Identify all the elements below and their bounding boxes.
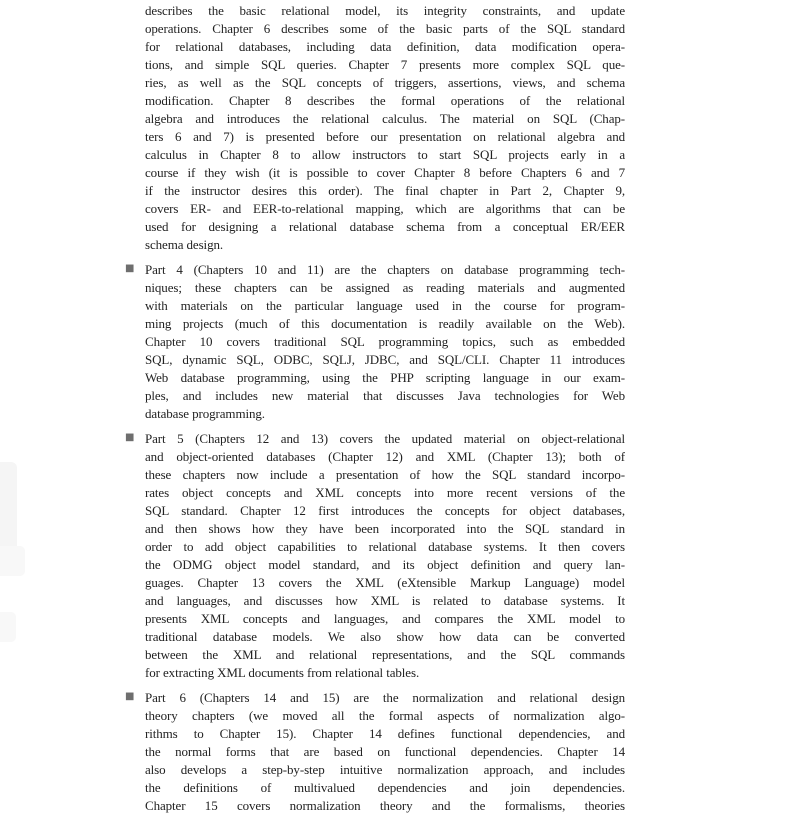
- page-curl-artifact: [0, 612, 16, 642]
- text-line: theory chapters (we moved all the formal aspects of normalization algo-: [145, 708, 625, 723]
- text-line: tions, and simple SQL queries. Chapter 7 presents more complex SQL que-: [145, 57, 625, 72]
- text-line: Part 4 (Chapters 10 and 11) are the chapters on database programming tech-: [145, 262, 625, 277]
- text-line: ters 6 and 7) is presented before our presentation on relational algebra and: [145, 129, 625, 144]
- text-line: course if they wish (it is possible to cover Chapter 8 before Chapters 6 and 7: [145, 165, 625, 180]
- text-line: Chapter 15 covers normalization theory and the formalisms, theories: [145, 798, 625, 813]
- text-line: guages. Chapter 13 covers the XML (eXtensible Markup Language) model: [145, 575, 625, 590]
- text-line: SQL standard. Chapter 12 first introduces the concepts for object databases,: [145, 503, 625, 518]
- text-line: and languages, and discusses how XML is related to database systems. It: [145, 593, 625, 608]
- text-line: with materials on the particular language used in the course for program-: [145, 298, 625, 313]
- text-line: order to add object capabilities to relational database systems. It then covers: [145, 539, 625, 554]
- text-line: these chapters now include a presentation of how the SQL standard incorpo-: [145, 467, 625, 482]
- text-line: for extracting XML documents from relational tables.: [145, 665, 420, 680]
- text-line: the ODMG object model standard, and its object definition and query lan-: [145, 557, 625, 572]
- text-line: used for designing a relational database schema from a conceptual ER/EER: [145, 219, 625, 234]
- text-line: algebra and introduces the relational calculus. The material on SQL (Chap-: [145, 111, 625, 126]
- bullet-square-icon: ■: [125, 432, 135, 443]
- text-column: [125, 2, 625, 815]
- text-line: ries, as well as the SQL concepts of triggers, assertions, views, and schema: [145, 75, 625, 90]
- text-line: covers ER- and EER-to-relational mapping, which are algorithms that can be: [145, 201, 625, 216]
- part6-bullet-paragraph: [125, 689, 625, 815]
- text-line: database programming.: [145, 406, 265, 421]
- text-line: SQL, dynamic SQL, ODBC, SQLJ, JDBC, and SQL/CLI. Chapter 11 introduces: [145, 352, 625, 367]
- text-line: the normal forms that are based on functional dependencies. Chapter 14: [145, 744, 625, 759]
- text-line: operations. Chapter 6 describes some of the basic parts of the SQL standard: [145, 21, 625, 36]
- part2-continuation-paragraph: [145, 2, 625, 254]
- text-line: calculus in Chapter 8 to allow instructors to start SQL projects early in a: [145, 147, 625, 162]
- text-line: Web database programming, using the PHP scripting language in our exam-: [145, 370, 625, 385]
- text-line: and then shows how they have been incorporated into the SQL standard in: [145, 521, 625, 536]
- text-line: between the XML and relational representations, and the SQL commands: [145, 647, 625, 662]
- bullet-square-icon: ■: [125, 691, 135, 702]
- text-line: modification. Chapter 8 describes the formal operations of the relational: [145, 93, 625, 108]
- text-line: traditional database models. We also show how data can be converted: [145, 629, 625, 644]
- text-line: ples, and includes new material that discusses Java technologies for Web: [145, 388, 625, 403]
- text-line: rates object concepts and XML concepts into more recent versions of the: [145, 485, 625, 500]
- part4-bullet-paragraph: [125, 261, 625, 423]
- text-line: rithms to Chapter 15). Chapter 14 defines functional dependencies, and: [145, 726, 625, 741]
- text-line: for relational databases, including data definition, data modification opera-: [145, 39, 625, 54]
- text-line: presents XML concepts and languages, and compares the XML model to: [145, 611, 625, 626]
- text-line: describes the basic relational model, its integrity constraints, and update: [145, 3, 625, 18]
- text-line: schema design.: [145, 237, 224, 252]
- part5-bullet-paragraph: [125, 430, 625, 682]
- text-line: if the instructor desires this order). The final chapter in Part 2, Chapter 9,: [145, 183, 625, 198]
- text-line: the definitions of multivalued dependencies and join dependencies.: [145, 780, 625, 795]
- text-line: Part 5 (Chapters 12 and 13) covers the updated material on object-relational: [145, 431, 625, 446]
- text-line: ming projects (much of this documentation is readily available on the Web).: [145, 316, 625, 331]
- text-line: niques; these chapters can be assigned as reading materials and augmented: [145, 280, 625, 295]
- text-line: and object-oriented databases (Chapter 12) and XML (Chapter 13); both of: [145, 449, 625, 464]
- page-curl-artifact: [0, 546, 25, 576]
- text-line: Chapter 10 covers traditional SQL programming topics, such as embedded: [145, 334, 625, 349]
- text-line: Part 6 (Chapters 14 and 15) are the normalization and relational design: [145, 690, 625, 705]
- text-line: also develops a step-by-step intuitive normalization approach, and includes: [145, 762, 625, 777]
- bullet-square-icon: ■: [125, 263, 135, 274]
